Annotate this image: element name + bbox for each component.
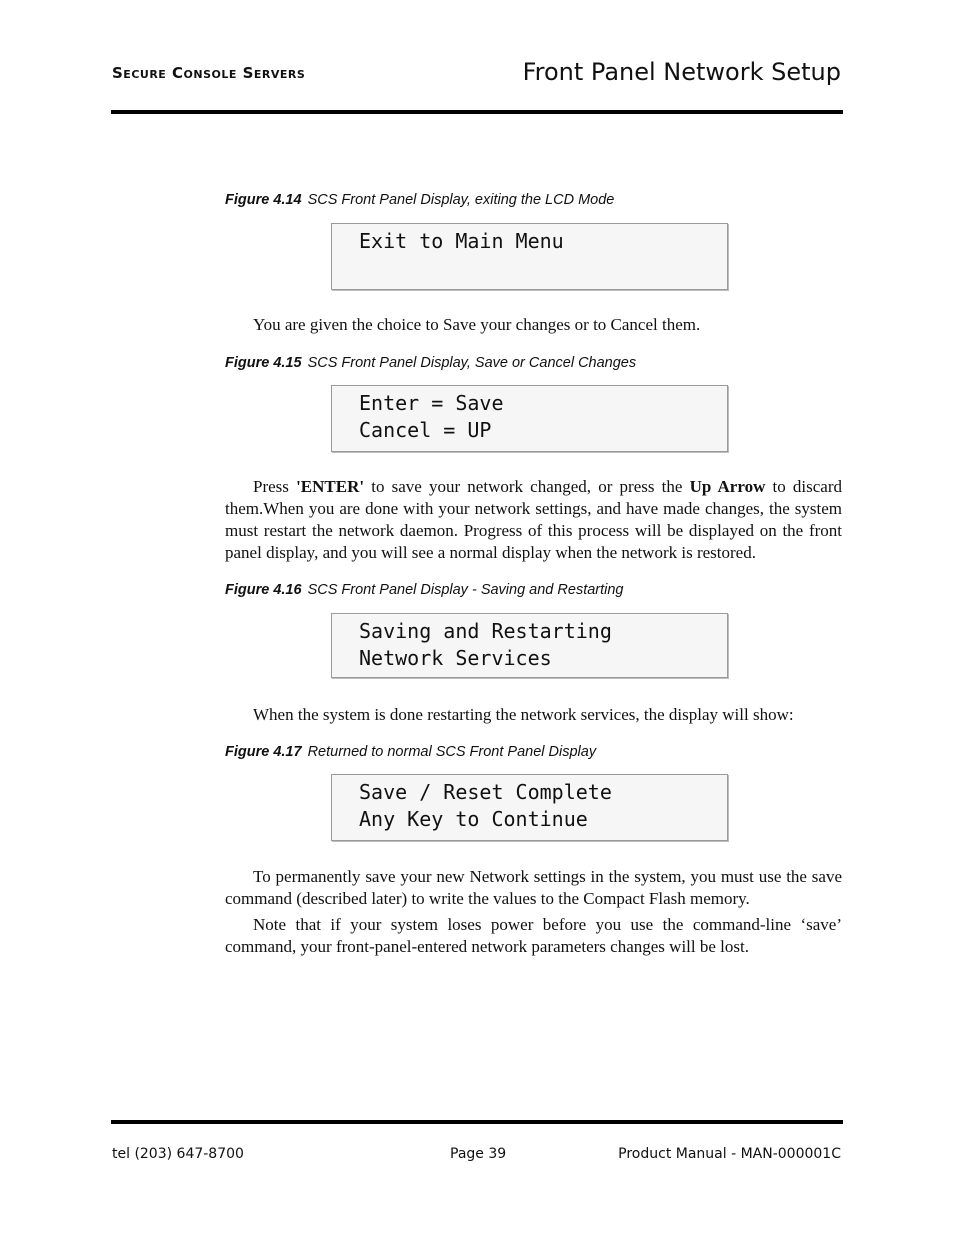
figure-caption-4-17 xyxy=(225,744,596,760)
lcd-line-2: Network Services xyxy=(359,646,552,670)
lcd-display-4-14 xyxy=(331,223,728,290)
footer-phone: tel (203) 647-8700 xyxy=(112,1146,244,1162)
lcd-display-4-17 xyxy=(331,774,728,841)
lcd-display-4-16 xyxy=(331,613,728,678)
lcd-line-2: Any Key to Continue xyxy=(359,807,588,831)
lcd-line-1: Exit to Main Menu xyxy=(359,229,564,253)
lcd-line-1: Enter = Save xyxy=(359,391,504,415)
figure-number: Figure 4.17 xyxy=(225,744,302,760)
text-up-arrow: Up Arrow xyxy=(689,477,766,496)
text-enter-key: 'ENTER' xyxy=(296,477,365,496)
paragraph-done-restarting: When the system is done restarting the network services, the display will show: xyxy=(253,705,794,724)
figure-number: Figure 4.14 xyxy=(225,192,302,208)
figure-caption-text: SCS Front Panel Display, exiting the LCD Mode xyxy=(307,192,615,208)
footer-page-number: Page 39 xyxy=(450,1146,507,1162)
text-middle: to save your network changed, or press the xyxy=(364,477,690,496)
lcd-line-2: Cancel = UP xyxy=(359,418,492,442)
figure-caption-text: Returned to normal SCS Front Panel Display xyxy=(307,744,597,760)
footer-manual-id: Product Manual - MAN-000001C xyxy=(618,1146,841,1162)
figure-number: Figure 4.16 xyxy=(225,582,302,598)
header-rule xyxy=(111,110,843,114)
paragraph-press-enter xyxy=(225,476,842,564)
text-press: Press xyxy=(253,477,297,496)
paragraph-permanently-save: To permanently save your new Network settings in the system, you must use the save command (described later) to write the values to the Compact Flash memory. xyxy=(225,867,842,908)
figure-number: Figure 4.15 xyxy=(225,355,302,371)
lcd-display-4-15 xyxy=(331,385,728,452)
header-section-title: Front Panel Network Setup xyxy=(522,58,841,86)
figure-caption-4-16 xyxy=(225,582,624,598)
figure-caption-text: SCS Front Panel Display - Saving and Restarting xyxy=(307,582,624,598)
figure-caption-4-15 xyxy=(225,355,636,371)
lcd-line-1: Saving and Restarting xyxy=(359,619,612,643)
figure-caption-text: SCS Front Panel Display, Save or Cancel Changes xyxy=(307,355,637,371)
footer-rule xyxy=(111,1120,843,1124)
lcd-line-1: Save / Reset Complete xyxy=(359,780,612,804)
figure-caption-4-14 xyxy=(225,192,614,208)
paragraph-power-loss-note: Note that if your system loses power before you use the command-line ‘save’ command, your front-panel-entered network parameters changes will be lost. xyxy=(225,915,842,956)
paragraph-save-or-cancel: You are given the choice to Save your changes or to Cancel them. xyxy=(253,315,701,334)
header-left-title: Secure Console Servers xyxy=(112,64,306,82)
text-after: to discard them.When you are done with your network settings, and have made changes, the system must restart the network daemon. Progress of this process will be displayed on the front panel display, and you will see a normal display when the network is restored. xyxy=(225,477,842,562)
